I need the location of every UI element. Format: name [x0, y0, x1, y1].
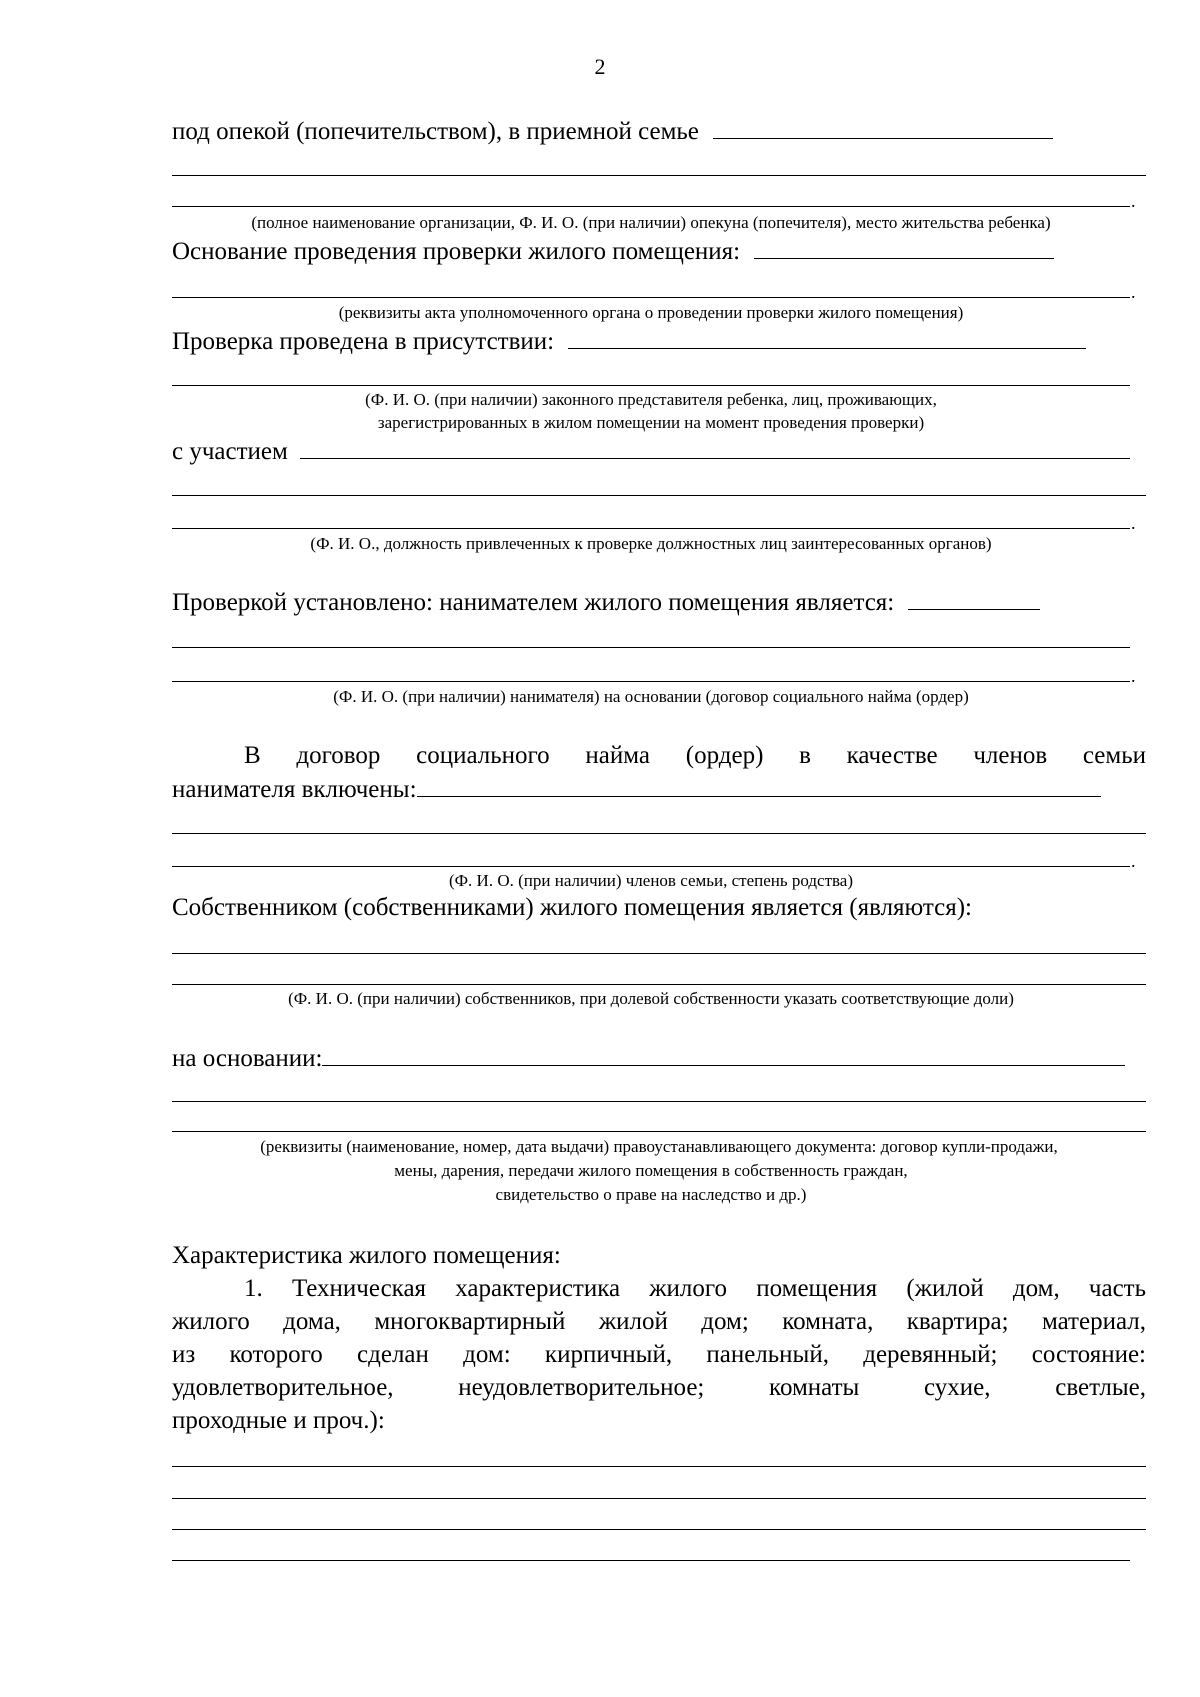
characteristics-text-4: удовлетворительное, неудовлетворительное; комнаты сухие, светлые,: [172, 1374, 1146, 1401]
participation-input[interactable]: [300, 436, 1130, 459]
characteristics-text-1: 1. Техническая характеристика жилого помещения (жилой дом, часть: [244, 1275, 1146, 1302]
characteristics-item1-line-3: [172, 1340, 1146, 1370]
basis-end-period: .: [1131, 282, 1136, 302]
family-label: нанимателя включены:: [172, 776, 417, 803]
characteristics-input-line-3[interactable]: [172, 1529, 1146, 1530]
characteristics-item1-line-5: [172, 1406, 385, 1436]
characteristics-item1-line-1: [172, 1274, 1146, 1304]
characteristics-text-5: проходные и проч.):: [172, 1407, 385, 1434]
characteristics-text-3: из которого сделан дом: кирпичный, панельный, деревянный; состояние:: [172, 1341, 1146, 1368]
grounds-caption-2: мены, дарения, передачи жилого помещения в собственность граждан,: [394, 1161, 908, 1180]
custody-end-period: .: [1131, 191, 1136, 211]
basis-label: Основание проведения проверки жилого помещения:: [172, 238, 741, 265]
family-caption: (Ф. И. О. (при наличии) членов семьи, степень родства): [448, 871, 854, 890]
characteristics-item1-line-2: [172, 1307, 1146, 1337]
characteristics-text-2: жилого дома, многоквартирный жилой дом; комната, квартира; материал,: [172, 1308, 1146, 1335]
tenant-label: Проверкой установлено: нанимателем жилого помещения является:: [172, 589, 895, 616]
custody-label: под опекой (попечительством), в приемной семье: [172, 118, 699, 145]
family-end-period: .: [1131, 851, 1136, 871]
tenant-input-line-2[interactable]: [172, 647, 1130, 648]
presence-input-line-2[interactable]: [172, 385, 1130, 386]
characteristics-input-line-4[interactable]: [172, 1560, 1130, 1561]
presence-label-line: [172, 326, 1086, 357]
characteristics-heading: Характеристика жилого помещения:: [172, 1242, 561, 1269]
basis-label-line: [172, 236, 1054, 267]
grounds-label: на основании:: [172, 1045, 323, 1072]
participation-input-line-2[interactable]: [172, 495, 1146, 496]
participation-label: с участием: [172, 438, 288, 465]
participation-caption: (Ф. И. О., должность привлеченных к проверке должностных лиц заинтересованных органов): [310, 534, 992, 553]
characteristics-item1-line-4: [172, 1373, 1146, 1403]
tenant-label-line: [172, 587, 1040, 618]
presence-caption-2: зарегистрированных в жилом помещении на момент проведения проверки): [377, 413, 925, 432]
characteristics-input-line-1[interactable]: [172, 1466, 1146, 1467]
custody-input[interactable]: [713, 116, 1053, 139]
grounds-caption-1: (реквизиты (наименование, номер, дата выдачи) правоустанавливающего документа: договор купли-продажи,: [260, 1137, 1058, 1156]
custody-input-line-3[interactable]: [172, 206, 1130, 207]
family-input-line-2[interactable]: [172, 833, 1146, 834]
presence-caption-1: (Ф. И. О. (при наличии) законного представителя ребенка, лиц, проживающих,: [365, 390, 937, 409]
tenant-caption: (Ф. И. О. (при наличии) нанимателя) на основании (договор социального найма (ордер): [333, 687, 969, 706]
participation-label-line: [172, 436, 1130, 467]
tenant-input[interactable]: [908, 587, 1040, 610]
presence-input[interactable]: [568, 326, 1086, 349]
family-input[interactable]: [417, 774, 1101, 797]
basis-caption: (реквизиты акта уполномоченного органа о проведении проверки жилого помещения): [338, 303, 964, 322]
tenant-end-period: .: [1131, 666, 1136, 686]
owner-caption: (Ф. И. О. (при наличии) собственников, при долевой собственности указать соответствующие доли): [288, 989, 1014, 1008]
grounds-input[interactable]: [322, 1043, 1125, 1066]
presence-label: Проверка проведена в присутствии:: [172, 328, 555, 355]
participation-input-line-3[interactable]: [172, 528, 1130, 529]
family-line-1: [172, 741, 1146, 771]
characteristics-input-line-2[interactable]: [172, 1498, 1146, 1499]
family-text-1: В договор социального найма (ордер) в качестве членов семьи: [244, 742, 1146, 769]
tenant-input-line-3[interactable]: [172, 681, 1130, 682]
custody-input-line-2[interactable]: [172, 175, 1146, 176]
grounds-caption-3: свидетельство о праве на наследство и др.): [495, 1185, 807, 1204]
grounds-label-line: [172, 1043, 1125, 1074]
owner-input-line-1[interactable]: [172, 953, 1146, 954]
family-input-line-3[interactable]: [172, 866, 1130, 867]
custody-caption: (полное наименование организации, Ф. И. О. (при наличии) опекуна (попечителя), место жительства ребенка): [251, 213, 1051, 232]
owner-label-line: [172, 893, 972, 923]
page-number: 2: [594, 54, 606, 79]
owner-label: Собственником (собственниками) жилого помещения является (являются):: [172, 894, 972, 921]
owner-input-line-2[interactable]: [172, 984, 1146, 985]
custody-label-line: [172, 116, 1053, 147]
participation-end-period: .: [1131, 513, 1136, 533]
grounds-input-line-3[interactable]: [172, 1131, 1146, 1132]
basis-input[interactable]: [754, 236, 1054, 259]
family-line-2: [172, 774, 1101, 805]
grounds-input-line-2[interactable]: [172, 1101, 1146, 1102]
basis-input-line-2[interactable]: [172, 297, 1130, 298]
